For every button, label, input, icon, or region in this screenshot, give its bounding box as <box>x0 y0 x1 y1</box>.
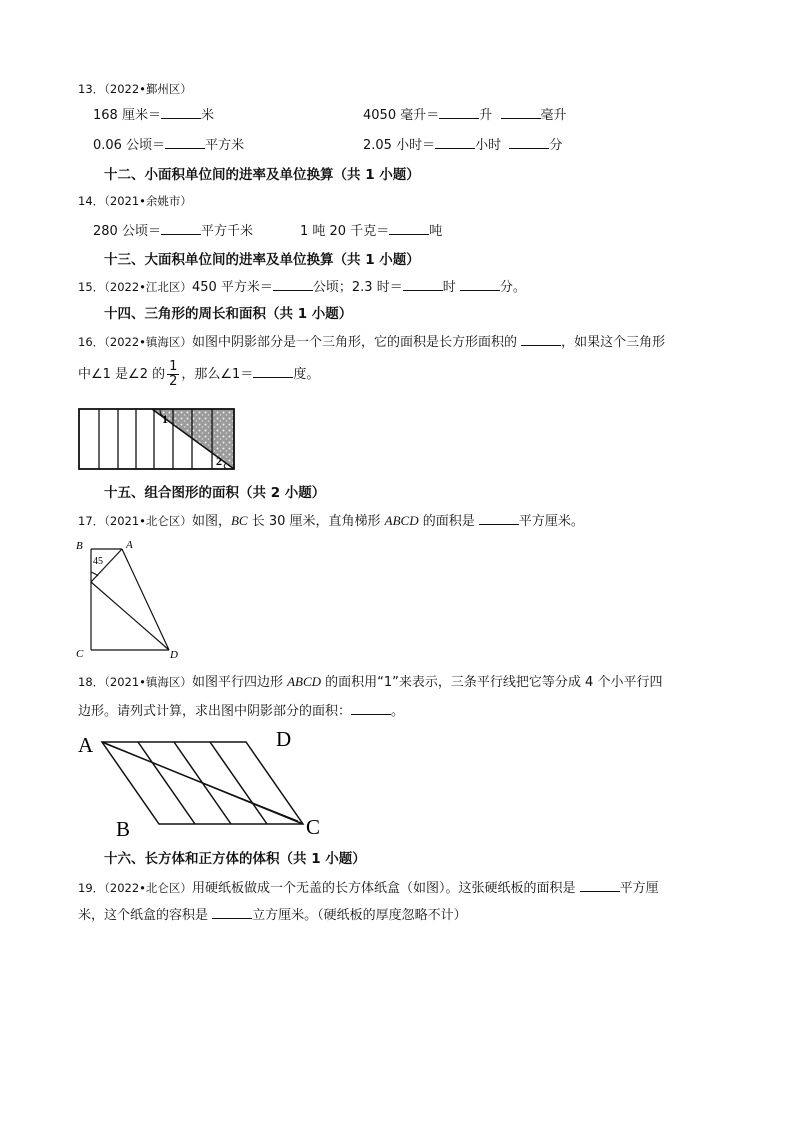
q17-source: 17．（2021•北仑区） <box>78 514 192 528</box>
angle-2-label: 2 <box>216 454 222 468</box>
answer-blank[interactable] <box>580 879 620 892</box>
q17-text-2: 长 30 厘米，直角梯形 <box>247 514 385 529</box>
q13-source: 13．（2022•鄞州区） <box>78 82 192 96</box>
q18-line-2 <box>78 702 404 721</box>
answer-blank[interactable] <box>165 136 205 149</box>
q13-item-2-unit1: 升 <box>479 108 493 123</box>
q15-text-3: 时 <box>442 280 456 295</box>
answer-blank[interactable] <box>212 906 252 919</box>
q19-line-1 <box>78 879 659 898</box>
q13-item-1 <box>93 106 214 125</box>
q18-text-1: 如图平行四边形 <box>191 675 288 690</box>
answer-blank[interactable] <box>403 278 443 291</box>
answer-blank[interactable] <box>389 222 429 235</box>
q17-line <box>78 512 584 531</box>
vertex-c-label: C <box>76 648 84 660</box>
section-heading-12: 十二、小面积单位间的进率及单位换算（共 1 小题） <box>104 167 420 183</box>
q19-text-1: 用硬纸板做成一个无盖的长方体纸盒（如图）。这张硬纸板的面积是 <box>191 881 576 896</box>
q14-item-2-unit: 吨 <box>429 224 443 239</box>
q18-text-4: 。 <box>391 704 405 719</box>
q17-trapezoid-figure <box>74 536 186 660</box>
answer-blank[interactable] <box>435 136 475 149</box>
q16-text-3: 中∠1 是∠2 的 <box>78 367 166 382</box>
q19-source: 19．（2022•北仑区） <box>78 881 192 895</box>
section-heading-14: 十四、三角形的周长和面积（共 1 小题） <box>104 306 353 322</box>
q15-text-2: 公顷；2.3 时＝ <box>312 280 403 295</box>
answer-blank[interactable] <box>521 333 561 346</box>
angle-45-label: 45 <box>93 556 103 567</box>
q14-item-2-text: 1 吨 20 千克＝ <box>300 224 390 239</box>
q17-segment-bc: BC <box>230 513 248 528</box>
q16-text-2: ，如果这个三角形 <box>561 335 666 350</box>
section-heading-16: 十六、长方体和正方体的体积（共 1 小题） <box>104 851 366 867</box>
q13-item-3 <box>93 136 244 155</box>
q13-item-4-unit2: 分 <box>549 138 563 153</box>
vertex-b-label: B <box>76 540 83 552</box>
q18-text-3: 边形。请列式计算，求出图中阴影部分的面积： <box>78 704 352 719</box>
answer-blank[interactable] <box>501 106 541 119</box>
q16-text-5: 度。 <box>293 367 320 382</box>
q13-item-2-unit2: 毫升 <box>540 108 567 123</box>
q13-item-2 <box>363 106 567 125</box>
vertex-b-label: B <box>116 817 131 841</box>
q13-item-1-unit: 米 <box>200 108 214 123</box>
q18-source: 18．（2021•镇海区） <box>78 675 192 689</box>
q17-shape-abcd: ABCD <box>384 513 419 528</box>
q16-text-4: ，那么∠1＝ <box>181 367 254 382</box>
q14-item-1 <box>93 222 253 241</box>
vertex-a-label: A <box>126 539 133 551</box>
answer-blank[interactable] <box>439 106 479 119</box>
answer-blank[interactable] <box>509 136 549 149</box>
q18-text-2: 的面积用“1”来表示，三条平行线把它等分成 4 个小平行四 <box>321 675 663 690</box>
q16-rectangle-figure <box>78 405 238 473</box>
section-heading-13: 十三、大面积单位间的进率及单位换算（共 1 小题） <box>104 252 420 268</box>
q18-parallelogram-figure <box>76 728 332 840</box>
q16-line-2 <box>78 358 319 392</box>
q19-line-2 <box>78 906 467 925</box>
q19-text-2: 平方厘 <box>619 881 659 896</box>
q14-source: 14．（2021•余姚市） <box>78 194 192 208</box>
q16-line-1 <box>78 333 665 352</box>
answer-blank[interactable] <box>253 365 293 378</box>
q13-item-4 <box>363 136 562 155</box>
q17-text-1: 如图， <box>191 514 231 529</box>
q15-text-1: 450 平方米＝ <box>191 280 273 295</box>
q19-text-4: 立方厘米。（硬纸板的厚度忽略不计） <box>252 908 467 923</box>
q14-item-2 <box>300 222 442 241</box>
q15-source: 15．（2022•江北区） <box>78 280 192 294</box>
q16-source: 16．（2022•镇海区） <box>78 335 192 349</box>
q13-item-2-text: 4050 毫升＝ <box>363 108 440 123</box>
answer-blank[interactable] <box>273 278 313 291</box>
q13-item-3-unit: 平方米 <box>205 138 245 153</box>
vertex-a-label: A <box>78 733 94 757</box>
answer-blank[interactable] <box>351 702 391 715</box>
fraction-numerator: 1 <box>169 359 178 374</box>
q13-item-1-text: 168 厘米＝ <box>93 108 161 123</box>
q13-item-4-unit1: 小时 <box>475 138 502 153</box>
vertex-d-label: D <box>170 649 178 661</box>
vertex-c-label: C <box>306 815 321 839</box>
vertex-d-label: D <box>276 727 292 751</box>
q16-text-1: 如图中阴影部分是一个三角形，它的面积是长方形面积的 <box>191 335 517 350</box>
q17-text-3: 的面积是 <box>418 514 479 529</box>
answer-blank[interactable] <box>161 106 201 119</box>
q15-line <box>78 278 526 297</box>
q15-text-4: 分。 <box>499 280 526 295</box>
q19-text-3: 米，这个纸盒的容积是 <box>78 908 213 923</box>
fraction-denominator: 2 <box>169 374 178 389</box>
section-heading-15: 十五、组合图形的面积（共 2 小题） <box>104 485 326 501</box>
q13-item-4-text: 2.05 小时＝ <box>363 138 436 153</box>
fraction <box>167 360 179 389</box>
answer-blank[interactable] <box>479 512 519 525</box>
q14-item-1-text: 280 公顷＝ <box>93 224 161 239</box>
angle-1-label: 1 <box>162 412 168 426</box>
answer-blank[interactable] <box>460 278 500 291</box>
q18-shape-abcd: ABCD <box>287 674 322 689</box>
q13-item-3-text: 0.06 公顷＝ <box>93 138 166 153</box>
q18-line-1 <box>78 673 662 692</box>
q14-item-1-unit: 平方千米 <box>200 224 253 239</box>
answer-blank[interactable] <box>161 222 201 235</box>
q17-text-4: 平方厘米。 <box>518 514 584 529</box>
